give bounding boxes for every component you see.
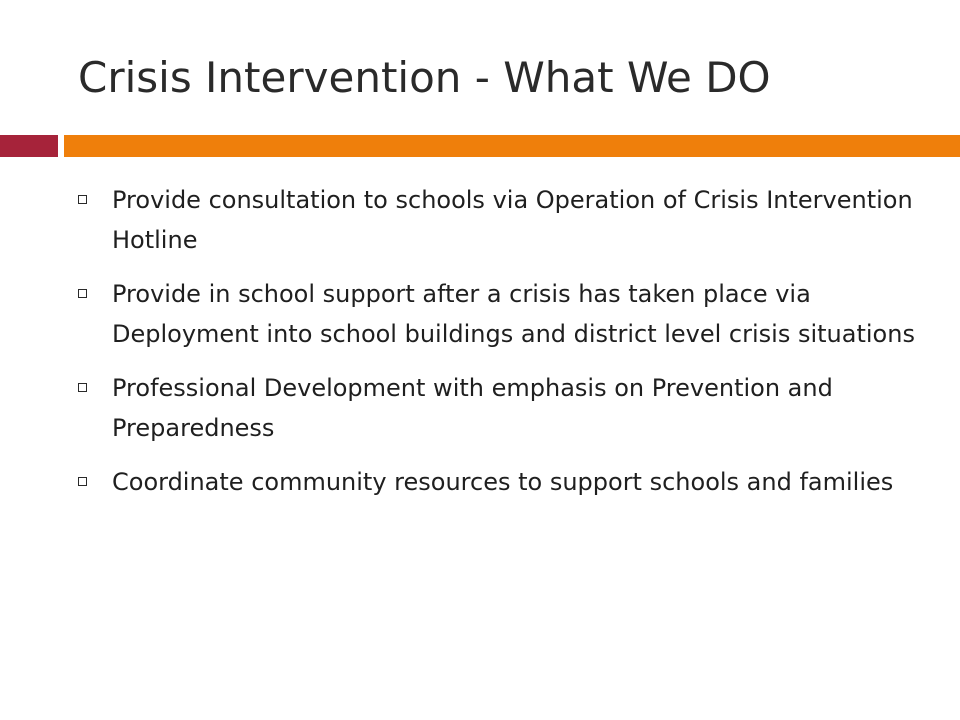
hollow-square-bullet-icon xyxy=(78,289,87,298)
bullet-text: Provide in school support after a crisis has taken place via Deployment into school buildings and district level crisis situations xyxy=(112,280,915,348)
bullet-item xyxy=(76,180,942,260)
bullet-text: Provide consultation to schools via Operation of Crisis Intervention Hotline xyxy=(112,186,913,254)
hollow-square-bullet-icon xyxy=(78,477,87,486)
title-accent-bar-right xyxy=(64,135,960,157)
slide-title: Crisis Intervention - What We DO xyxy=(78,53,771,102)
bullet-list xyxy=(76,180,942,516)
hollow-square-bullet-icon xyxy=(78,383,87,392)
bullet-item xyxy=(76,368,942,448)
bullet-text: Coordinate community resources to support schools and families xyxy=(112,468,894,496)
bullet-item xyxy=(76,462,942,502)
bullet-item xyxy=(76,274,942,354)
title-accent-bar-left xyxy=(0,135,58,157)
bullet-text: Professional Development with emphasis on Prevention and Preparedness xyxy=(112,374,833,442)
hollow-square-bullet-icon xyxy=(78,195,87,204)
